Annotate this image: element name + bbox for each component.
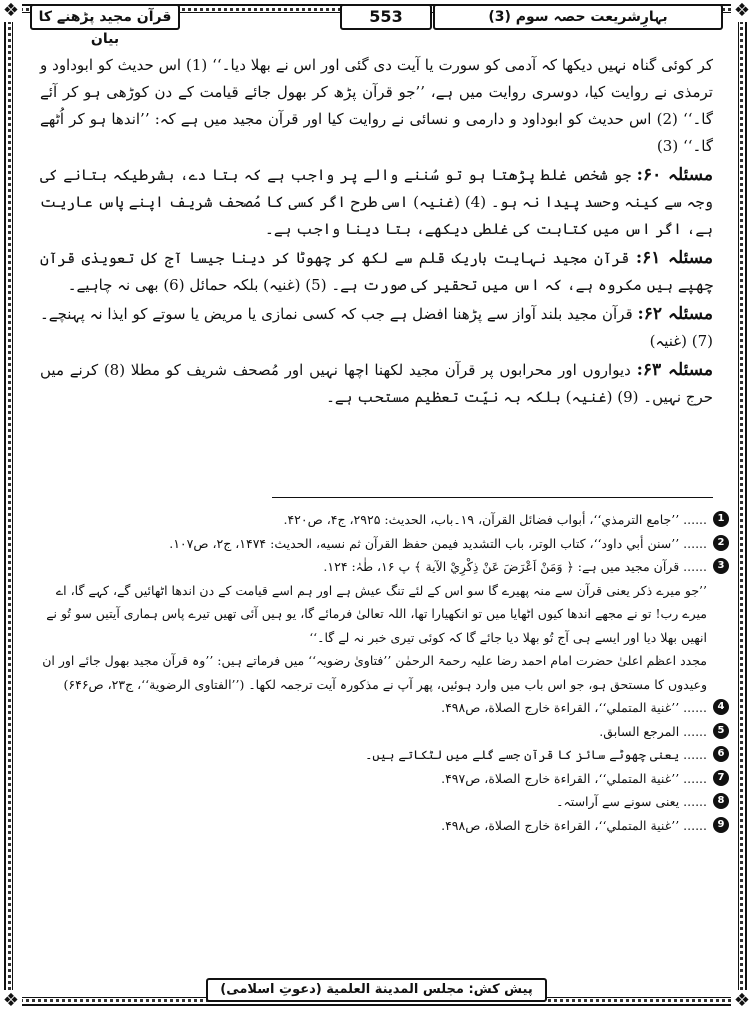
footnote-continuation: مجدد اعظم اعلیٰ حضرت امام احمد رضا علیہ رحمۃ الرحمٰن ’’فتاویٰ رضویہ‘‘ میں فرماتے ہیں: ’’وہ قرآن مجید بھول جائے اور ان وعیدوں کا مستحق ہو، جو اس باب میں وارد ہوئیں، پھر آپ نے مذکورہ آیت ترجمہ لکھا۔ (’’الفتاوى الرضوية‘‘، ج۲۳، ص۶۴۶) (42, 653, 707, 692)
footnotes (40, 508, 729, 837)
footnote-text: ...... ’’جامع الترمذي‘‘، أبواب فضائل القرآن، ۱۹۔باب، الحديث: ۲۹۲۵، ج۴، ص۴۲۰. (283, 512, 707, 527)
chapter-title: قرآن مجید پڑھنے کا بیان (30, 4, 180, 30)
corner-ornament-icon: ❖ (0, 990, 22, 1012)
footnote-body (40, 743, 707, 767)
footnote (40, 790, 729, 814)
footnote-body (40, 767, 707, 791)
corner-ornament-icon: ❖ (0, 0, 22, 22)
footnote-number: 8 (713, 793, 729, 809)
footnote-number: 5 (713, 723, 729, 739)
footnote-continuation: ’’جو میرے ذکر یعنی قرآن سے منہ پھیرے گا سو اس کے لئے تنگ عیش ہے اور ہم اسے قیامت کے دن اندھا اٹھائیں گے، کہے گا، اے میرے رب! تو نے مجھے اندھا کیوں اٹھایا میں تو انکھیارا تھا، اللہ تعالیٰ فرمائے گا، یو ہیں آئی تھیں تیرے پاس ہماری آیتیں سو تُو نے انھیں بھلا دیا اور ایسے ہی آج تُو بھلا دیا جائے گا کہ کوئی تیری خبر نہ لے گا۔‘‘ (46, 582, 707, 645)
page-footer (0, 978, 753, 1002)
page-number: 553 (340, 4, 432, 30)
footer-org: (دعوتِ اسلامی) (220, 982, 322, 997)
paragraph-text: کر کوئی گناہ نہیں دیکھا کہ آدمی کو سورت یا آیت دی گئی اور اس نے بھلا دیا۔‘‘ (1) اس حدیث کو ابوداود و ترمذی نے روایت کیا، دوسری روایت میں ہے، ’’جو قرآن پڑھ کر بھول جائے قیامت کے دن کوڑھی ہو کر آئے گا۔‘‘ (2) اس حدیث کو ابوداود و دارمی و نسائی نے روایت کیا اور قرآن مجید میں ہے کہ: ’’اندھا ہو کر اُٹھے گا۔‘‘ (3) (40, 56, 714, 155)
main-text (40, 52, 713, 413)
footnote-text: ...... یعنی سونے سے آراستہ۔ (556, 794, 707, 809)
paragraph (40, 301, 713, 355)
paragraph-text: قرآن مجید نہایت باریک قلم سے لکھ کر چھوٹا کر دینا جیسا آج کل تعویذی قرآن چھپے ہیں مکروہ ہے، کہ اس میں تحقیر کی صورت ہے۔ (5) (غنیہ) بلکہ حمائل (6) بھی نہ چاہیے۔ (40, 249, 713, 294)
footnote (40, 814, 729, 838)
paragraph (40, 357, 713, 411)
footer-presenter: پیش کش: (468, 982, 533, 997)
paragraph (40, 245, 713, 299)
paragraph-text: دیواروں اور محرابوں پر قرآن مجید لکھنا اچھا نہیں اور مُصحف شریف کو مطلا (8) کرنے میں حرج نہیں۔ (9) (غنیہ) بلکہ بہ نیّت تعظیم مستحب ہے۔ (40, 361, 713, 406)
footnote-text: ...... المرجع السابق. (599, 723, 707, 739)
footnote-body (40, 720, 707, 744)
footnote-text: ...... قرآن مجید میں ہے: ﴿ وَمَنْ اَعْرَضَ عَنْ ذِكْرِيْ الآية ﴾ پ ۱۶، طٰہٰ: ۱۲۴. (323, 559, 707, 574)
footnote-text: ...... ’’غنية المتملي‘‘، القراءة خارج الصلاة، ص۴۹۷. (441, 770, 707, 786)
corner-ornament-icon: ❖ (731, 0, 753, 22)
masala-heading: مسئلہ ۶۰: (636, 165, 713, 185)
footnote-number: 3 (713, 558, 729, 574)
footnote (40, 743, 729, 767)
masala-heading: مسئلہ ۶۳: (636, 360, 713, 380)
footnote-number: 1 (713, 511, 729, 527)
footnote-text: ...... ’’غنية المتملي‘‘، القراءة خارج الصلاة، ص۴۹۸. (441, 817, 707, 833)
footnote-body (40, 696, 707, 720)
footnote-body (40, 814, 707, 838)
masala-heading: مسئلہ ۶۲: (637, 304, 713, 324)
footnote-body (40, 532, 707, 556)
footer-box (206, 978, 546, 1002)
footnote (40, 555, 729, 696)
masala-heading: مسئلہ ۶۱: (635, 248, 713, 268)
footnote-number: 2 (713, 535, 729, 551)
footnote (40, 532, 729, 556)
footnote-number: 4 (713, 699, 729, 715)
footnote (40, 696, 729, 720)
book-title: بہارِشریعت حصہ سوم (3) (433, 4, 723, 30)
footnote-body (40, 555, 707, 696)
footnote-number: 9 (713, 817, 729, 833)
footnote-number: 6 (713, 746, 729, 762)
page-header (30, 4, 723, 47)
footnote-text: ...... ’’سنن أبي داود‘‘، كتاب الوتر، باب التشديد فيمن حفظ القرآن ثم نسيه، الحديث: ۱۴۷۴، ج۲، ص۱۰۷. (169, 535, 707, 551)
paragraph-text: قرآن مجید بلند آواز سے پڑھنا افضل ہے جب کہ کسی نمازی یا مریض یا سوتے کو ایذا نہ پہنچے۔ (7) (غنیہ) (40, 305, 713, 350)
paragraph-text: جو شخص غلط پڑھتا ہو تو سُننے والے پر واجب ہے کہ بتا دے، بشرطیکہ بتانے کی وجہ سے کینہ وحسد پیدا نہ ہو۔ (4) (غنیہ) اسی طرح اگر کسی کا مُصحف شریف اپنے پاس عاریت ہے، اگر اس میں کتابت کی غلطی دیکھے، بتا دینا واجب ہے۔ (40, 166, 714, 238)
footnote-text: ...... ’’غنية المتملي‘‘، القراءة خارج الصلاة، ص۴۹۸. (441, 700, 707, 715)
footnote-body (40, 508, 707, 532)
paragraph (40, 52, 713, 160)
footer-publisher: مجلس المدينة العلمية (326, 982, 464, 997)
footnote-divider (272, 497, 713, 498)
footnote-text: ...... یعنی چھوٹے سائز کا قرآن جسے گلے میں لٹکاتے ہیں۔ (365, 747, 707, 762)
paragraph (40, 162, 713, 243)
corner-ornament-icon: ❖ (731, 990, 753, 1012)
footnote (40, 720, 729, 744)
footnote-number: 7 (713, 770, 729, 786)
footnote (40, 767, 729, 791)
footnote (40, 508, 729, 532)
footnote-body (40, 790, 707, 814)
